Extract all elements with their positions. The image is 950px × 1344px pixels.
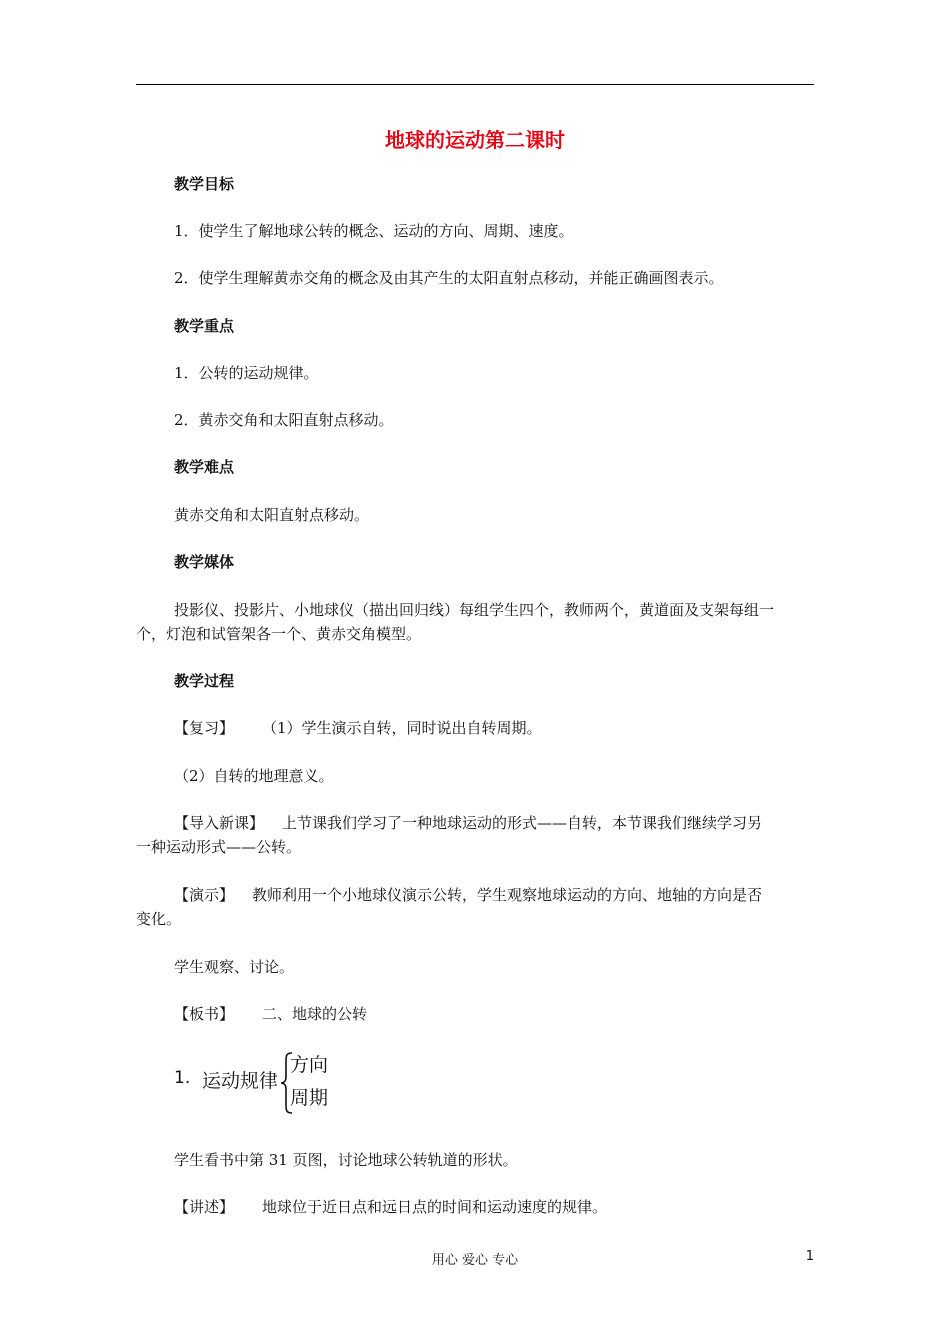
goals-heading: 教学目标 <box>174 175 235 193</box>
brace-item-period: 周期 <box>290 1087 329 1109</box>
brace-label: 运动规律 <box>202 1070 279 1092</box>
goals-item-1: 1．使学生了解地球公转的概念、运动的方向、周期、速度。 <box>174 222 574 240</box>
review-text: （1）学生演示自转，同时说出自转周期。 <box>262 719 542 737</box>
intro-line-2: 一种运动形式——公转。 <box>136 838 302 856</box>
intro-tag: 【导入新课】 <box>174 814 265 832</box>
lecture-text: 地球位于近日点和远日点的时间和运动速度的规律。 <box>262 1198 608 1216</box>
goals-item-2: 2．使学生理解黄赤交角的概念及由其产生的太阳直射点移动，并能正确画图表示。 <box>174 269 724 287</box>
board-brace-diagram <box>174 1050 374 1116</box>
footer-motto: 用心 爱心 专心 <box>431 1253 519 1268</box>
demo-line-1: 教师利用一个小地球仪演示公转，学生观察地球运动的方向、地轴的方向是否 <box>252 886 763 904</box>
media-line-2: 个，灯泡和试管架各一个、黄赤交角模型。 <box>136 625 422 643</box>
observe-text: 学生观察、讨论。 <box>174 958 295 976</box>
demo-line-2: 变化。 <box>136 910 182 928</box>
lecture-tag: 【讲述】 <box>174 1198 235 1216</box>
key-points-heading: 教学重点 <box>174 317 235 335</box>
lecture-paragraph <box>136 1193 814 1221</box>
board-tag: 【板书】 <box>174 1005 235 1023</box>
brace-number: 1. <box>174 1068 191 1088</box>
difficulties-heading: 教学难点 <box>174 458 235 476</box>
key-points-item-1: 1．公转的运动规律。 <box>174 364 319 382</box>
review-paragraph <box>136 714 814 742</box>
book-text: 学生看书中第 31 页图，讨论地球公转轨道的形状。 <box>174 1151 518 1169</box>
brace-item-direction: 方向 <box>290 1054 329 1076</box>
board-text: 二、地球的公转 <box>262 1005 368 1023</box>
intro-line-1: 上节课我们学习了一种地球运动的形式——自转，本节课我们继续学习另 <box>282 814 763 832</box>
page-title: 地球的运动第二课时 <box>385 128 565 152</box>
review-tag: 【复习】 <box>174 719 235 737</box>
difficulties-text: 黄赤交角和太阳直射点移动。 <box>174 506 370 524</box>
demo-tag: 【演示】 <box>174 886 235 904</box>
board-paragraph <box>136 1000 814 1028</box>
key-points-item-2: 2．黄赤交角和太阳直射点移动。 <box>174 411 394 429</box>
review-text-2: （2）自转的地理意义。 <box>174 767 334 785</box>
media-line-1: 投影仪、投影片、小地球仪（描出回归线）每组学生四个，教师两个，黄道面及支架每组一 <box>174 601 775 619</box>
media-heading: 教学媒体 <box>174 553 235 571</box>
header-rule <box>136 84 814 85</box>
page-number: 1 <box>805 1249 814 1264</box>
process-heading: 教学过程 <box>174 672 235 690</box>
